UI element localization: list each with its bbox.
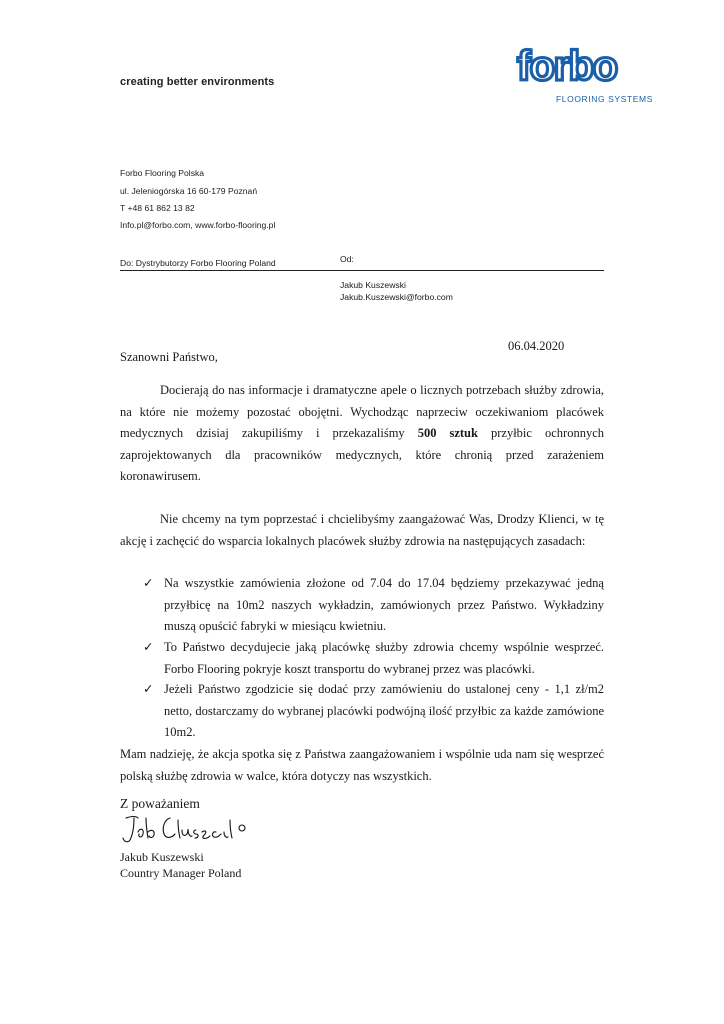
check-icon: ✓ xyxy=(143,576,154,590)
company-name: Forbo Flooring Polska xyxy=(120,168,205,178)
closing: Z poważaniem xyxy=(120,796,200,811)
signature-graphic xyxy=(118,810,258,850)
company-phone: T +48 61 862 13 82 xyxy=(120,203,195,213)
check-icon: ✓ xyxy=(143,640,154,654)
paragraph-3: Mam nadzieję, że akcja spotka się z Państwa zaangażowaniem i wspólnie uda nam się wesprzeć polską służbę zdrowia w walce, która dotyczy nas wszystkich. xyxy=(120,747,604,783)
signer-name: Jakub Kuszewski xyxy=(120,850,204,864)
tagline: creating better environments xyxy=(120,76,275,88)
forbo-logo xyxy=(515,42,625,92)
letter-date: 06.04.2020 xyxy=(508,339,565,353)
signature xyxy=(118,810,258,850)
paragraph-2: Nie chcemy na tym poprzestać i chcielibyśmy zaangażować Was, Drodzy Klienci, w tę akcję i zachęcić do wsparcia lokalnych placówek służby zdrowia na następujących zasadach: xyxy=(120,512,604,548)
sender-name: Jakub Kuszewski xyxy=(340,280,406,290)
paragraph-1-bold: 500 sztuk xyxy=(417,426,478,440)
paragraph-1-text-a: Docierają do nas informacje i dramatyczne apele o licznych potrzebach służby zdrowia, na które nie możemy pozostać obojętni. Wychodząc naprzeciw oczekiwaniom placówek medycznych dzisiaj zakupiliśmy i przekazaliśmy xyxy=(120,383,604,440)
logo-wordmark: forbo xyxy=(517,42,617,89)
paragraph-1-text-b: przyłbic ochronnych zaprojektowanych dla pracowników medycznych, które chronią przed zarażeniem koronawirusem. xyxy=(120,426,604,483)
sender-email: Jakub.Kuszewski@forbo.com xyxy=(340,292,453,302)
company-address: ul. Jeleniogórska 16 60-179 Poznań xyxy=(120,186,258,196)
list-item-text: Na wszystkie zamówienia złożone od 7.04 do 17.04 będziemy przekazywać jedną przyłbicę na 10m2 naszych wykładzin, zamówionych przez Państwo. Wykładziny muszą opuścić fabryki w miesiącu kwietniu. xyxy=(164,576,604,633)
header-divider xyxy=(120,270,604,271)
check-icon: ✓ xyxy=(143,682,154,696)
list-item-text: Jeżeli Państwo zgodzicie się dodać przy zamówieniu do ustalonej ceny - 1,1 zł/m2 netto, dostarczamy do wybranej placówki podwójną ilość przyłbic za każde zamówione 10m2. xyxy=(164,682,604,739)
greeting: Szanowni Państwo, xyxy=(120,350,218,364)
list-item-text: To Państwo decydujecie jaką placówkę służby zdrowia chcemy wspólnie wesprzeć. Forbo Flooring pokryje koszt transportu do wybranej przez was placówki. xyxy=(164,640,604,676)
from-label: Od: xyxy=(340,254,354,264)
paragraph-1 xyxy=(120,380,604,488)
recipient-line: Do: Dystrybutorzy Forbo Flooring Poland xyxy=(120,258,276,268)
company-web: Info.pl@forbo.com, www.forbo-flooring.pl xyxy=(120,220,276,230)
signer-title: Country Manager Poland xyxy=(120,866,242,880)
logo-subtitle: FLOORING SYSTEMS xyxy=(556,94,653,104)
forbo-logo-graphic xyxy=(515,42,625,92)
